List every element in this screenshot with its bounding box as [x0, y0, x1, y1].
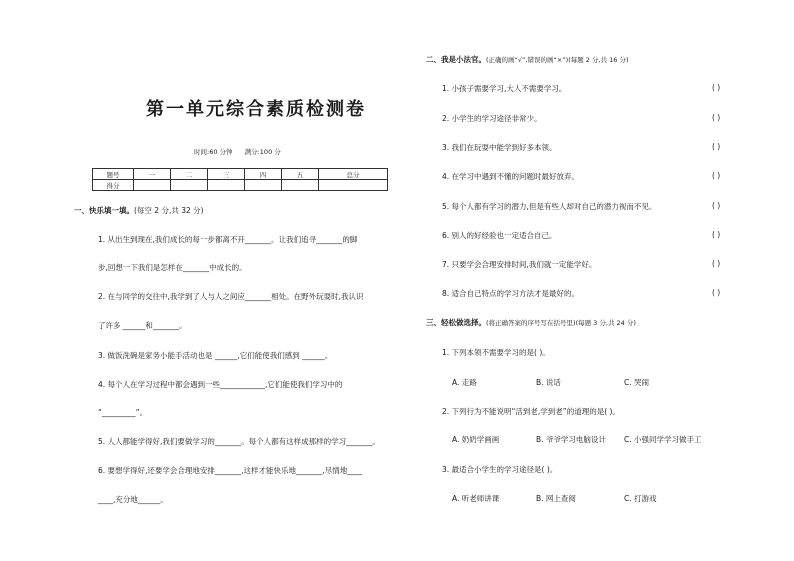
choice-option: B. 爷爷学习电脑设计 — [536, 435, 606, 444]
score-blank-cell — [170, 180, 207, 191]
answer-paren: ( ) — [712, 142, 721, 151]
exam-time: 时间:60 分钟 — [194, 148, 233, 156]
choice-option: B. 说话 — [536, 378, 561, 387]
page-title: 第一单元综合素质检测卷 — [146, 99, 366, 120]
score-cell: 一 — [134, 169, 171, 180]
left-column — [70, 0, 406, 561]
judge-item: 4. 在学习中遇到不懂的问题时最好放弃。 — [442, 172, 580, 181]
score-table-score-row — [93, 180, 388, 191]
score-cell: 得分 — [93, 180, 134, 191]
choice-option: A. 奶奶学画画 — [452, 435, 500, 444]
judge-item: 3. 我们在玩耍中能学到好多本领。 — [442, 143, 557, 152]
judge-item: 2. 小学生的学习途径非常少。 — [442, 114, 542, 123]
score-blank-cell — [134, 180, 171, 191]
answer-paren: ( ) — [712, 113, 721, 122]
section1-line: 了许多 ______和_______。 — [98, 321, 187, 330]
choice-option: C. 哭闹 — [624, 378, 650, 387]
score-cell: 五 — [281, 169, 318, 180]
section1-line: “_________”。 — [98, 408, 148, 417]
choice-option: B. 网上查阅 — [536, 494, 576, 503]
score-blank-cell — [244, 180, 281, 191]
score-cell: 二 — [170, 169, 207, 180]
section1-title: 一、快乐填一填。(每空 2 分,共 32 分) — [74, 206, 204, 215]
choice-question: 2. 下列行为不能说明“活到老,学到老”的道理的是( )。 — [442, 407, 620, 416]
score-table — [92, 168, 388, 191]
answer-paren: ( ) — [712, 259, 721, 268]
section2-title: 二、我是小法官。(正确的画“√”,错误的画“×”)(每题 2 分,共 16 分) — [426, 55, 629, 64]
section1-line: ____,充分地______。 — [98, 495, 168, 504]
section1-line: 1. 从出生到现在,我们成长的每一步都离不开_______。让我们追寻_______的脚 — [98, 235, 358, 244]
score-cell: 三 — [207, 169, 244, 180]
judge-item: 8. 适合自己特点的学习方法才是最好的。 — [442, 289, 580, 298]
exam-meta — [194, 147, 291, 156]
section1-line: 6. 要想学得好,还要学会合理地安排_______,这样才能快乐地_______,尽情地____ — [98, 466, 363, 475]
section1-line: 3. 做饭洗碗是家务小能手活动也是 ______,它们能使我们感到 ______。 — [98, 351, 333, 360]
section1-line: 5. 人人都能学得好,我们要做学习的_______。每个人都有这样成那样的学习_______。 — [98, 437, 380, 446]
answer-paren: ( ) — [712, 201, 721, 210]
score-table-header-row — [93, 169, 388, 180]
score-blank-cell — [318, 180, 387, 191]
choice-question: 1. 下列本领不需要学习的是( )。 — [442, 348, 550, 357]
judge-item: 6. 别人的好经验也一定适合自己。 — [442, 231, 557, 240]
answer-paren: ( ) — [712, 171, 721, 180]
right-column — [426, 0, 762, 561]
judge-item: 5. 每个人都有学习的潜力,但是有些人却对自己的潜力视而不见。 — [442, 202, 657, 211]
score-cell: 题号 — [93, 169, 134, 180]
judge-item: 7. 只要学会合理安排时间,我们就一定能学好。 — [442, 260, 597, 269]
section1-line: 步,回想一下我们是怎样在_______中成长的。 — [98, 263, 247, 272]
choice-option: A. 听老师讲课 — [452, 494, 500, 503]
judge-item: 1. 小孩子需要学习,大人不需要学习。 — [442, 84, 567, 93]
choice-option: C. 打游戏 — [624, 494, 657, 503]
exam-full-score: 满分:100 分 — [244, 148, 281, 156]
score-cell: 四 — [244, 169, 281, 180]
score-blank-cell — [281, 180, 318, 191]
answer-paren: ( ) — [712, 83, 721, 92]
choice-option: C. 小强同学学习做手工 — [624, 435, 702, 444]
section1-line: 2. 在与同学的交往中,我学到了人与人之间应_______相处。在野外玩耍时,我认识 — [98, 292, 364, 301]
answer-paren: ( ) — [712, 230, 721, 239]
score-blank-cell — [207, 180, 244, 191]
answer-paren: ( ) — [712, 288, 721, 297]
section1-line: 4. 每个人在学习过程中都会遇到一些____________,它们能使我们学习中的 — [98, 380, 343, 389]
choice-question: 3. 最适合小学生的学习途径是( )。 — [442, 465, 558, 474]
choice-option: A. 走路 — [452, 378, 477, 387]
section3-title: 三、轻松做选择。(将正确答案的序号写在括号里)(每题 3 分,共 24 分) — [426, 318, 636, 327]
score-cell: 总分 — [318, 169, 387, 180]
